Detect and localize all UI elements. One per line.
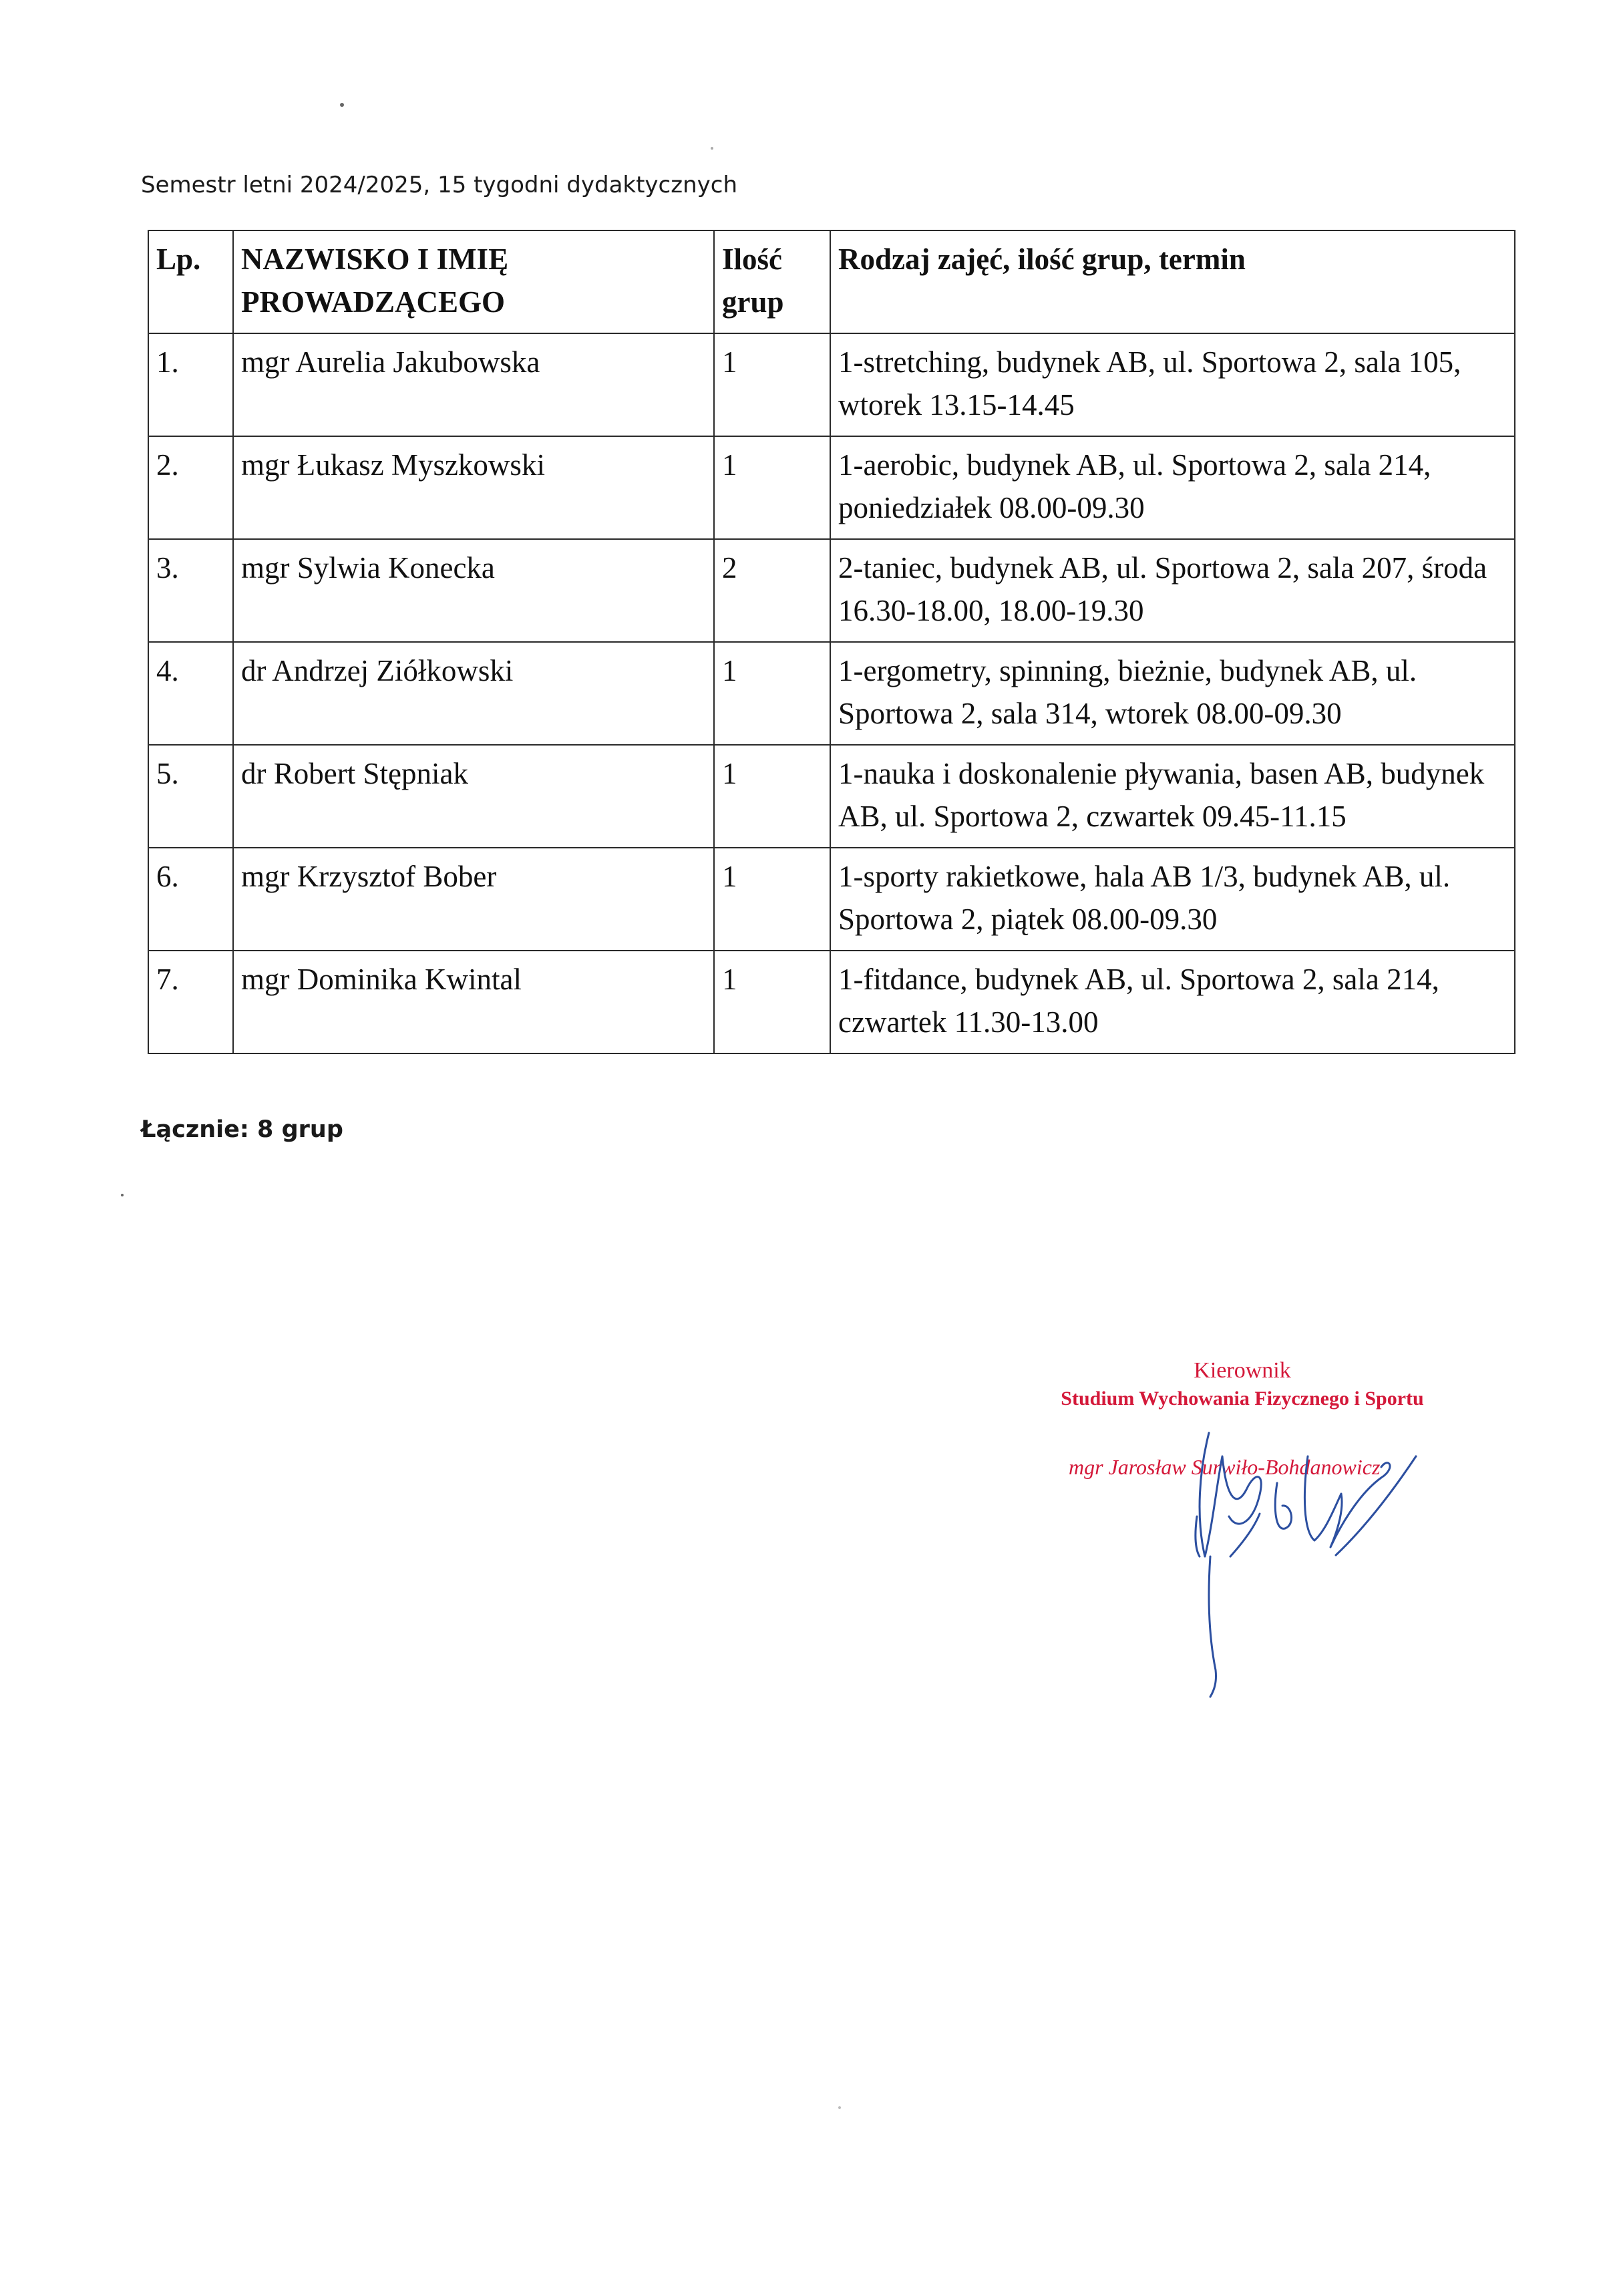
row-details: 1-aerobic, budynek AB, ul. Sportowa 2, sala 214, poniedziałek 08.00-09.30: [830, 436, 1515, 539]
scan-speck: [121, 1194, 124, 1196]
row-groups: 2: [714, 539, 830, 642]
scan-speck: [711, 147, 713, 150]
row-name: mgr Krzysztof Bober: [233, 848, 714, 951]
row-name: mgr Łukasz Myszkowski: [233, 436, 714, 539]
row-lp: 1.: [148, 333, 233, 436]
schedule-table: [148, 230, 1515, 1054]
row-name: mgr Aurelia Jakubowska: [233, 333, 714, 436]
row-details: 1-stretching, budynek AB, ul. Sportowa 2, sala 105, wtorek 13.15-14.45: [830, 333, 1515, 436]
row-name: mgr Sylwia Konecka: [233, 539, 714, 642]
row-groups: 1: [714, 436, 830, 539]
total-groups: Łącznie: 8 grup: [141, 1116, 343, 1143]
row-lp: 6.: [148, 848, 233, 951]
row-details: 1-nauka i doskonalenie pływania, basen AB, budynek AB, ul. Sportowa 2, czwartek 09.45-11.15: [830, 745, 1515, 848]
header-name: NAZWISKO I IMIĘ PROWADZĄCEGO: [233, 230, 714, 333]
table-row: [148, 848, 1515, 951]
row-details: 2-taniec, budynek AB, ul. Sportowa 2, sala 207, środa 16.30-18.00, 18.00-19.30: [830, 539, 1515, 642]
row-lp: 5.: [148, 745, 233, 848]
stamp-name: mgr Jarosław Surwiło-Bohdanowicz: [1069, 1455, 1381, 1479]
row-groups: 1: [714, 951, 830, 1053]
row-lp: 2.: [148, 436, 233, 539]
table-row: [148, 333, 1515, 436]
table-row: [148, 745, 1515, 848]
semester-heading: Semestr letni 2024/2025, 15 tygodni dydaktycznych: [141, 172, 737, 198]
row-name: dr Andrzej Ziółkowski: [233, 642, 714, 745]
stamp-role: Kierownik: [1194, 1358, 1291, 1383]
table-row: [148, 436, 1515, 539]
table-header-row: [148, 230, 1515, 333]
scan-speck: [340, 103, 344, 107]
row-groups: 1: [714, 745, 830, 848]
row-details: 1-fitdance, budynek AB, ul. Sportowa 2, sala 214, czwartek 11.30-13.00: [830, 951, 1515, 1053]
row-groups: 1: [714, 333, 830, 436]
table-row: [148, 951, 1515, 1053]
header-groups: Ilość grup: [714, 230, 830, 333]
reverse-stamp-bleedthrough: [1095, 100, 1509, 227]
table-row: [148, 539, 1515, 642]
row-groups: 1: [714, 848, 830, 951]
row-details: 1-ergometry, spinning, bieżnie, budynek AB, ul. Sportowa 2, sala 314, wtorek 08.00-09.30: [830, 642, 1515, 745]
row-lp: 7.: [148, 951, 233, 1053]
row-lp: 3.: [148, 539, 233, 642]
signature-stamp: [1042, 1356, 1469, 1703]
scan-speck: [838, 2106, 841, 2109]
row-groups: 1: [714, 642, 830, 745]
header-details: Rodzaj zajęć, ilość grup, termin: [830, 230, 1515, 333]
header-lp: Lp.: [148, 230, 233, 333]
row-details: 1-sporty rakietkowe, hala AB 1/3, budynek AB, ul. Sportowa 2, piątek 08.00-09.30: [830, 848, 1515, 951]
handwritten-signature: [1042, 1356, 1469, 1703]
stamp-unit: Studium Wychowania Fizycznego i Sportu: [1061, 1387, 1424, 1410]
table-row: [148, 642, 1515, 745]
row-name: dr Robert Stępniak: [233, 745, 714, 848]
row-name: mgr Dominika Kwintal: [233, 951, 714, 1053]
row-lp: 4.: [148, 642, 233, 745]
